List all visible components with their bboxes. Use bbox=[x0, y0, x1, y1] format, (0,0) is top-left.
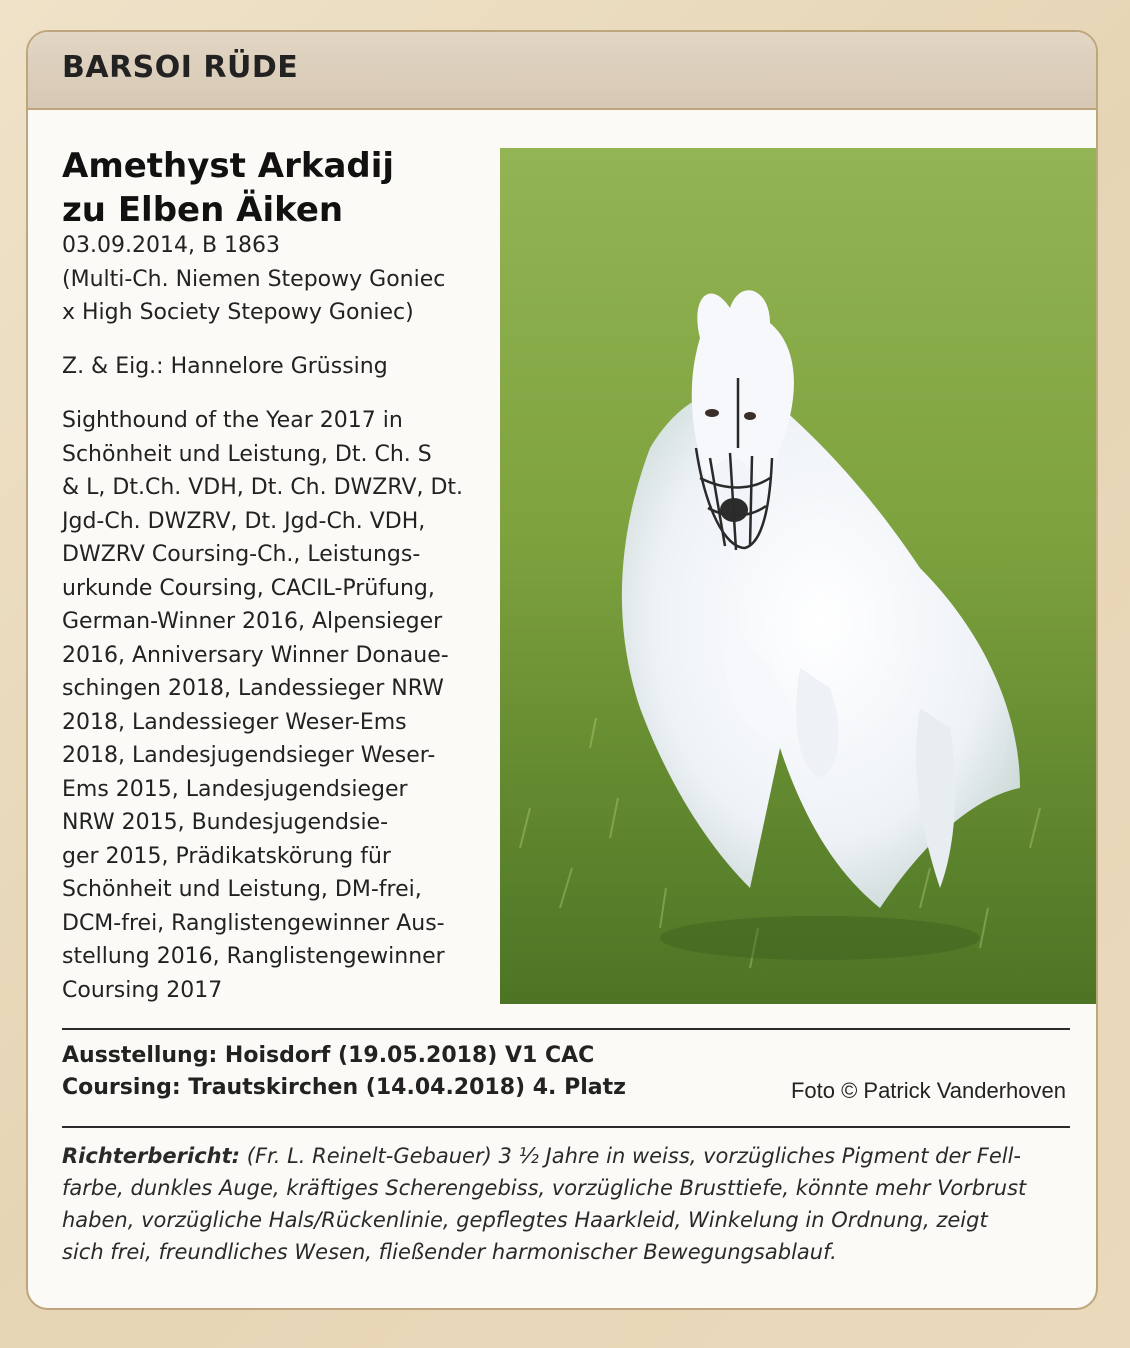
titles-line: Schönheit und Leistung, DM-frei, bbox=[62, 877, 422, 902]
titles-line: urkunde Coursing, CACIL-Prüfung, bbox=[62, 575, 435, 601]
results-block bbox=[62, 1040, 762, 1104]
dog-pedigree bbox=[62, 229, 502, 330]
divider-top bbox=[62, 1028, 1070, 1030]
titles-line: stellung 2016, Ranglistengewinner bbox=[62, 944, 445, 969]
header-bar bbox=[28, 32, 1096, 110]
report-line-1 bbox=[62, 1140, 1072, 1172]
titles-line: Ems 2015, Landesjugendsieger bbox=[62, 776, 408, 802]
titles-line: 2018, Landessieger Weser-Ems bbox=[62, 709, 407, 735]
titles-line: DCM-frei, Ranglistengewinner Aus- bbox=[62, 910, 445, 936]
coursing-result: Coursing: Trautskirchen (14.04.2018) 4. Platz bbox=[62, 1075, 626, 1100]
report-line-2: farbe, dunkles Auge, kräftiges Scherengebiss, vorzügliche Brusttiefe, könnte mehr Vorbrust bbox=[62, 1176, 1027, 1200]
owner-line: Z. & Eig.: Hannelore Grüssing bbox=[62, 354, 388, 379]
titles-line: German-Winner 2016, Alpensieger bbox=[62, 609, 443, 634]
report-line-4: sich frei, freundliches Wesen, fließender harmonischer Bewegungsablauf. bbox=[62, 1240, 837, 1264]
titles-line: schingen 2018, Landessieger NRW bbox=[62, 676, 444, 701]
breed-title: BARSOI RÜDE bbox=[62, 50, 299, 85]
show-result: Ausstellung: Hoisdorf (19.05.2018) V1 CAC bbox=[62, 1043, 595, 1068]
report-text: (Fr. L. Reinelt-Gebauer) 3 ½ Jahre in weiss, vorzügliches Pigment der Fell- bbox=[240, 1144, 1021, 1168]
titles-list bbox=[62, 404, 502, 1007]
titles-line: Coursing 2017 bbox=[62, 977, 223, 1003]
titles-line: ger 2015, Prädikatskörung für bbox=[62, 843, 391, 869]
dog-photo bbox=[500, 148, 1098, 1004]
titles-line: & L, Dt.Ch. VDH, Dt. Ch. DWZRV, Dt. bbox=[62, 475, 464, 500]
titles-line: Schönheit und Leistung, Dt. Ch. S bbox=[62, 441, 432, 467]
birth-date-line: 03.09.2014, B 1863 bbox=[62, 233, 281, 258]
parents-line2: x High Society Stepowy Goniec) bbox=[62, 300, 414, 325]
dog-name-line1: Amethyst Arkadij bbox=[62, 146, 395, 186]
titles-line: 2018, Landesjugendsieger Weser- bbox=[62, 743, 436, 768]
titles-line: Jgd-Ch. DWZRV, Dt. Jgd-Ch. VDH, bbox=[62, 508, 426, 534]
titles-line: Sighthound of the Year 2017 in bbox=[62, 408, 403, 433]
titles-line: 2016, Anniversary Winner Donaue- bbox=[62, 642, 449, 668]
borzoi-illustration bbox=[500, 148, 1098, 1004]
report-label: Richterbericht: bbox=[62, 1144, 241, 1168]
dog-name-line2: zu Elben Äiken bbox=[62, 190, 344, 230]
dog-name bbox=[62, 144, 502, 232]
judge-report bbox=[62, 1140, 1072, 1268]
titles-line: NRW 2015, Bundesjugendsie- bbox=[62, 810, 389, 835]
report-line-3: haben, vorzügliche Hals/Rückenlinie, gepflegtes Haarkleid, Winkelung in Ordnung, zeigt bbox=[62, 1208, 988, 1232]
dog-profile-card bbox=[26, 30, 1098, 1310]
divider-bottom bbox=[62, 1126, 1070, 1128]
photo-credit: Foto © Patrick Vanderhoven bbox=[790, 1078, 1066, 1103]
parents-line1: (Multi-Ch. Niemen Stepowy Goniec bbox=[62, 266, 446, 292]
titles-line: DWZRV Coursing-Ch., Leistungs- bbox=[62, 542, 421, 567]
